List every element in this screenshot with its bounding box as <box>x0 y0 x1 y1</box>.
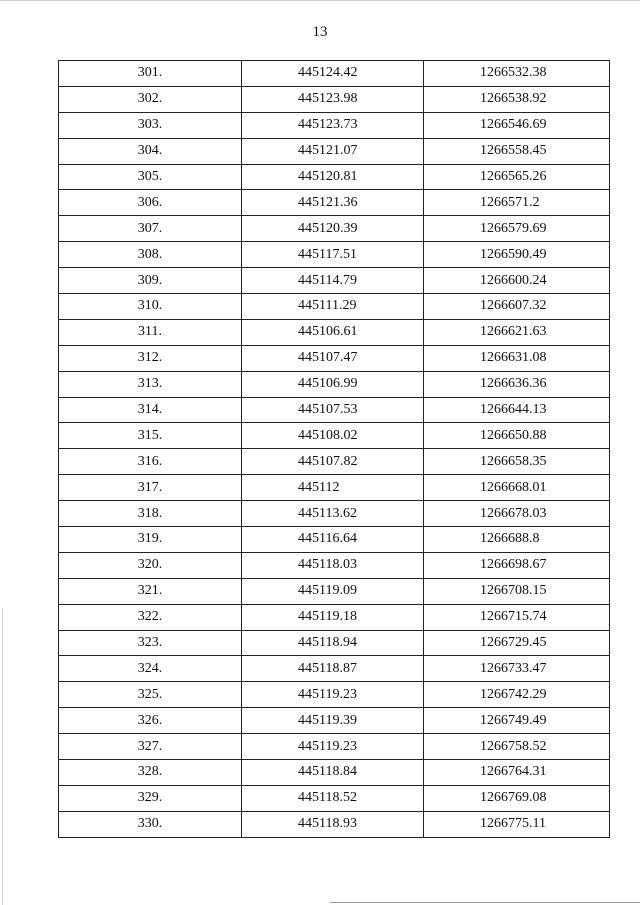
coordinate-y: 1266658.35 <box>424 449 610 475</box>
table-row <box>59 371 610 397</box>
table-row <box>59 61 610 87</box>
point-number: 319. <box>59 527 242 553</box>
coordinates-table <box>58 60 610 838</box>
table-row <box>59 656 610 682</box>
coordinate-y: 1266733.47 <box>424 656 610 682</box>
coordinate-y: 1266769.08 <box>424 785 610 811</box>
point-number: 322. <box>59 604 242 630</box>
point-number: 314. <box>59 397 242 423</box>
coordinate-y: 1266708.15 <box>424 578 610 604</box>
table-row <box>59 475 610 501</box>
table-row <box>59 294 610 320</box>
coordinate-y: 1266607.32 <box>424 294 610 320</box>
point-number: 312. <box>59 345 242 371</box>
coordinate-x: 445120.39 <box>242 216 424 242</box>
coordinate-y: 1266558.45 <box>424 138 610 164</box>
page-number: 13 <box>312 24 328 40</box>
point-number: 330. <box>59 811 242 837</box>
coordinate-x: 445106.99 <box>242 371 424 397</box>
coordinate-y: 1266749.49 <box>424 708 610 734</box>
coordinate-y: 1266698.67 <box>424 552 610 578</box>
point-number: 304. <box>59 138 242 164</box>
point-number: 324. <box>59 656 242 682</box>
table-row <box>59 268 610 294</box>
coordinate-x: 445118.84 <box>242 760 424 786</box>
coordinate-x: 445117.51 <box>242 242 424 268</box>
table-row <box>59 112 610 138</box>
coordinate-x: 445118.03 <box>242 552 424 578</box>
coordinate-x: 445111.29 <box>242 294 424 320</box>
coordinate-x: 445113.62 <box>242 501 424 527</box>
coordinate-x: 445123.98 <box>242 86 424 112</box>
coordinate-x: 445107.82 <box>242 449 424 475</box>
point-number: 301. <box>59 61 242 87</box>
point-number: 310. <box>59 294 242 320</box>
coordinate-x: 445119.09 <box>242 578 424 604</box>
coordinate-x: 445118.52 <box>242 785 424 811</box>
coordinate-x: 445124.42 <box>242 61 424 87</box>
table-row <box>59 216 610 242</box>
point-number: 315. <box>59 423 242 449</box>
coordinate-y: 1266688.8 <box>424 527 610 553</box>
table-row <box>59 760 610 786</box>
coordinate-y: 1266715.74 <box>424 604 610 630</box>
point-number: 318. <box>59 501 242 527</box>
coordinate-x: 445114.79 <box>242 268 424 294</box>
table-row <box>59 138 610 164</box>
coordinate-x: 445123.73 <box>242 112 424 138</box>
coordinate-y: 1266546.69 <box>424 112 610 138</box>
table-row <box>59 501 610 527</box>
coordinate-y: 1266644.13 <box>424 397 610 423</box>
point-number: 326. <box>59 708 242 734</box>
coordinate-y: 1266742.29 <box>424 682 610 708</box>
coordinate-y: 1266758.52 <box>424 734 610 760</box>
table-row <box>59 423 610 449</box>
point-number: 320. <box>59 552 242 578</box>
point-number: 316. <box>59 449 242 475</box>
coordinate-x: 445118.93 <box>242 811 424 837</box>
point-number: 328. <box>59 760 242 786</box>
table-row <box>59 578 610 604</box>
coordinate-x: 445118.94 <box>242 630 424 656</box>
coordinate-x: 445107.47 <box>242 345 424 371</box>
table-row <box>59 682 610 708</box>
point-number: 305. <box>59 164 242 190</box>
coordinate-x: 445106.61 <box>242 319 424 345</box>
point-number: 323. <box>59 630 242 656</box>
coordinate-y: 1266571.2 <box>424 190 610 216</box>
table-row <box>59 552 610 578</box>
coordinate-y: 1266775.11 <box>424 811 610 837</box>
point-number: 327. <box>59 734 242 760</box>
table-row <box>59 242 610 268</box>
coordinates-table-body <box>59 61 610 838</box>
coordinate-x: 445118.87 <box>242 656 424 682</box>
point-number: 302. <box>59 86 242 112</box>
scan-edge-bottom <box>330 902 640 903</box>
coordinate-y: 1266631.08 <box>424 345 610 371</box>
table-row <box>59 319 610 345</box>
table-row <box>59 164 610 190</box>
point-number: 308. <box>59 242 242 268</box>
coordinate-y: 1266621.63 <box>424 319 610 345</box>
coordinate-y: 1266764.31 <box>424 760 610 786</box>
coordinate-y: 1266600.24 <box>424 268 610 294</box>
table-row <box>59 345 610 371</box>
coordinate-x: 445116.64 <box>242 527 424 553</box>
coordinate-y: 1266590.49 <box>424 242 610 268</box>
scan-edge-left <box>2 608 3 905</box>
table-row <box>59 811 610 837</box>
point-number: 321. <box>59 578 242 604</box>
table-row <box>59 397 610 423</box>
point-number: 325. <box>59 682 242 708</box>
point-number: 309. <box>59 268 242 294</box>
point-number: 317. <box>59 475 242 501</box>
coordinate-x: 445120.81 <box>242 164 424 190</box>
coordinate-x: 445119.23 <box>242 734 424 760</box>
point-number: 306. <box>59 190 242 216</box>
coordinate-x: 445121.07 <box>242 138 424 164</box>
coordinate-x: 445119.39 <box>242 708 424 734</box>
table-row <box>59 86 610 112</box>
point-number: 303. <box>59 112 242 138</box>
table-row <box>59 604 610 630</box>
scan-edge-top <box>0 0 640 1</box>
point-number: 329. <box>59 785 242 811</box>
table-row <box>59 527 610 553</box>
table-row <box>59 785 610 811</box>
coordinate-x: 445112 <box>242 475 424 501</box>
coordinate-y: 1266678.03 <box>424 501 610 527</box>
point-number: 313. <box>59 371 242 397</box>
table-row <box>59 449 610 475</box>
coordinate-x: 445108.02 <box>242 423 424 449</box>
coordinate-y: 1266650.88 <box>424 423 610 449</box>
coordinate-x: 445121.36 <box>242 190 424 216</box>
coordinate-y: 1266668.01 <box>424 475 610 501</box>
coordinate-y: 1266729.45 <box>424 630 610 656</box>
table-row <box>59 708 610 734</box>
point-number: 311. <box>59 319 242 345</box>
table-row <box>59 190 610 216</box>
table-row <box>59 734 610 760</box>
coordinate-y: 1266532.38 <box>424 61 610 87</box>
coordinate-y: 1266636.36 <box>424 371 610 397</box>
coordinate-y: 1266579.69 <box>424 216 610 242</box>
coordinate-x: 445119.23 <box>242 682 424 708</box>
coordinate-y: 1266538.92 <box>424 86 610 112</box>
coordinate-x: 445119.18 <box>242 604 424 630</box>
table-row <box>59 630 610 656</box>
coordinate-y: 1266565.26 <box>424 164 610 190</box>
coordinate-x: 445107.53 <box>242 397 424 423</box>
point-number: 307. <box>59 216 242 242</box>
